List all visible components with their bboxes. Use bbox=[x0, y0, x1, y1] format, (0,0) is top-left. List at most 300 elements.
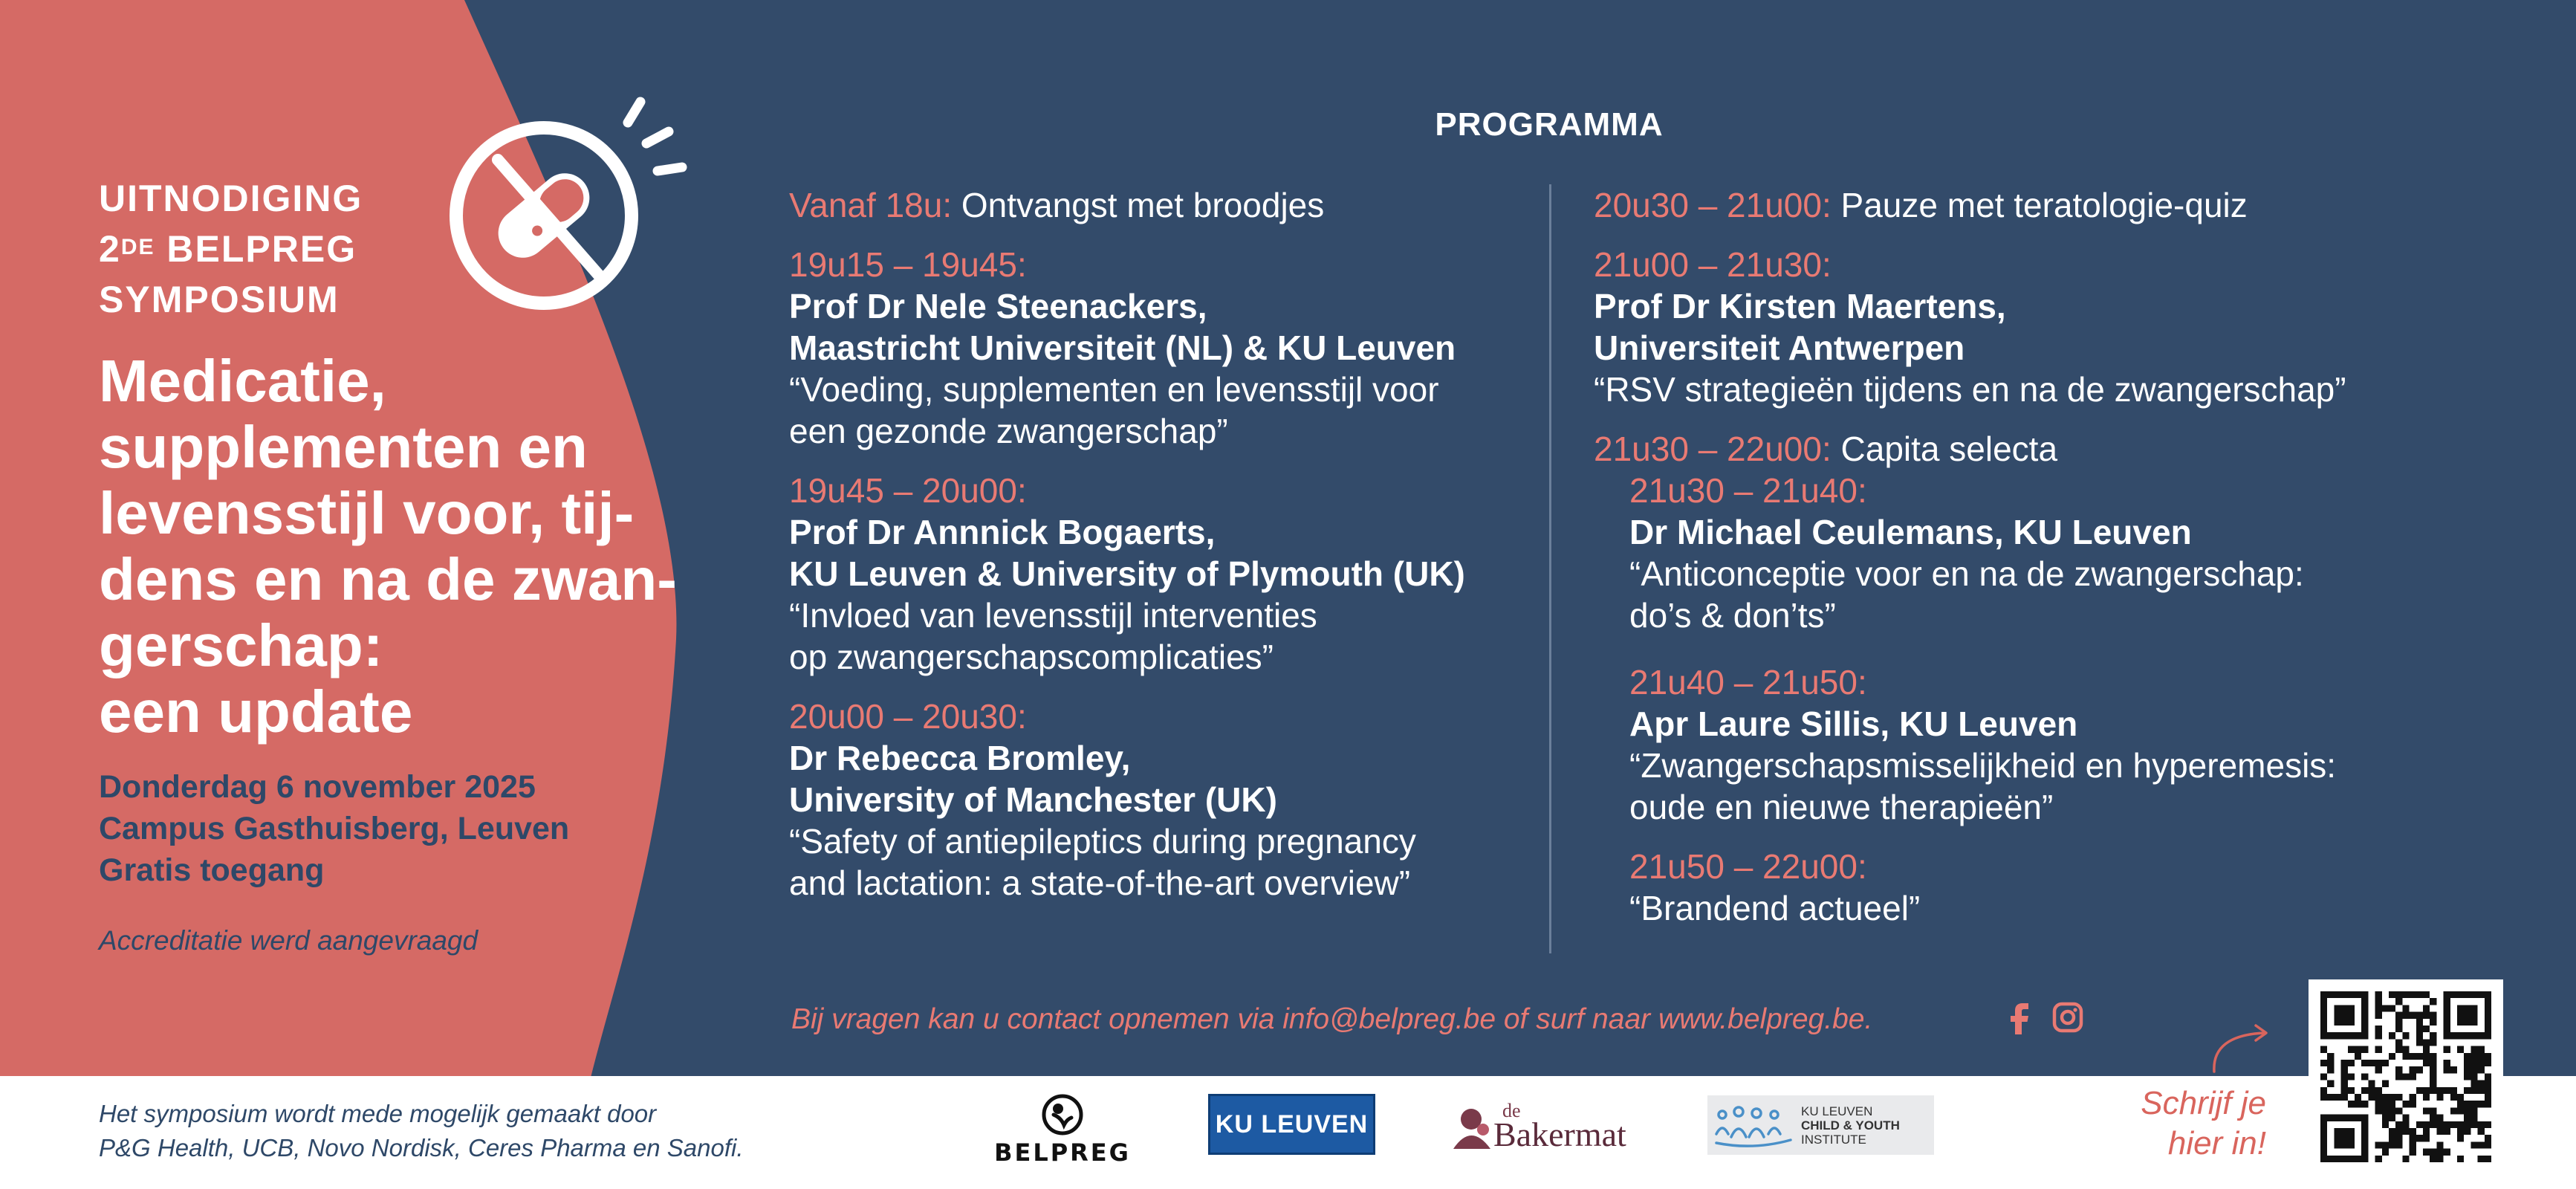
qr-module bbox=[2348, 1019, 2355, 1026]
qr-module bbox=[2470, 1115, 2477, 1121]
qr-module bbox=[2430, 1053, 2436, 1060]
qr-module bbox=[2389, 1005, 2395, 1011]
qr-module bbox=[2341, 1012, 2348, 1019]
qr-module bbox=[2395, 1026, 2402, 1032]
qr-module bbox=[2348, 1005, 2355, 1011]
qr-module bbox=[2320, 1060, 2327, 1066]
qr-module bbox=[2361, 991, 2368, 998]
qr-module bbox=[2430, 1121, 2436, 1128]
qr-module bbox=[2320, 1094, 2327, 1101]
qr-module bbox=[2485, 1141, 2491, 1148]
qr-module bbox=[2395, 1012, 2402, 1019]
qr-module bbox=[2464, 1032, 2470, 1039]
qr-module bbox=[2361, 1026, 2368, 1032]
qr-module bbox=[2341, 1141, 2348, 1148]
qr-module bbox=[2348, 1156, 2355, 1162]
qr-module bbox=[2485, 991, 2491, 998]
qr-module bbox=[2341, 1156, 2348, 1162]
qr-module bbox=[2457, 1128, 2464, 1135]
qr-module bbox=[2485, 1081, 2491, 1087]
bakermat-prefix: de bbox=[1502, 1100, 1521, 1121]
qr-module bbox=[2444, 1087, 2450, 1094]
talk-title: oude en nieuwe therapieën” bbox=[1629, 788, 2054, 826]
qr-module bbox=[2375, 1066, 2382, 1073]
qr-module bbox=[2395, 1107, 2402, 1114]
qr-module bbox=[2430, 1149, 2436, 1156]
qr-module bbox=[2402, 1101, 2409, 1107]
qr-module bbox=[2478, 1032, 2485, 1039]
qr-code-frame[interactable] bbox=[2309, 979, 2503, 1174]
qr-module bbox=[2430, 1019, 2436, 1026]
qr-module bbox=[2478, 1066, 2485, 1073]
qr-module bbox=[2375, 1032, 2382, 1039]
qr-module bbox=[2389, 1141, 2395, 1148]
qr-module bbox=[2444, 1046, 2450, 1053]
qr-module bbox=[2382, 1115, 2389, 1121]
qr-module bbox=[2341, 1019, 2348, 1026]
qr-module bbox=[2485, 1087, 2491, 1094]
qr-module bbox=[2320, 1046, 2327, 1053]
qr-module bbox=[2416, 1053, 2423, 1060]
qr-module bbox=[2416, 1019, 2423, 1026]
program-time: 21u50 – 22u00: bbox=[1629, 847, 1867, 886]
program-item bbox=[1594, 244, 2523, 410]
qr-module bbox=[2368, 1081, 2375, 1087]
qr-module bbox=[2402, 1128, 2409, 1135]
bakermat-logo[interactable] bbox=[1449, 1100, 1649, 1159]
qr-module bbox=[2423, 1094, 2430, 1101]
talk-title: “Anticonceptie voor en na de zwangerschap: bbox=[1629, 554, 2304, 593]
qr-module bbox=[2395, 1019, 2402, 1026]
qr-module bbox=[2464, 1019, 2470, 1026]
qr-module bbox=[2410, 1073, 2416, 1080]
qr-module bbox=[2457, 1156, 2464, 1162]
qr-module bbox=[2341, 1081, 2348, 1087]
qr-module bbox=[2436, 1128, 2443, 1135]
qr-module bbox=[2375, 1156, 2382, 1162]
register-line: hier in! bbox=[2167, 1125, 2266, 1162]
qr-module bbox=[2389, 1101, 2395, 1107]
qr-module bbox=[2355, 1032, 2361, 1039]
bakermat-emblem-icon bbox=[1449, 1103, 1495, 1155]
qr-module bbox=[2470, 1060, 2477, 1066]
qr-module bbox=[2389, 1032, 2395, 1039]
qr-module bbox=[2334, 991, 2340, 998]
qr-module bbox=[2410, 1128, 2416, 1135]
qr-module bbox=[2470, 1121, 2477, 1128]
qr-module bbox=[2464, 1128, 2470, 1135]
register-line: Schrijf je bbox=[2141, 1085, 2266, 1121]
program-subitem bbox=[1629, 470, 2523, 636]
qr-module bbox=[2444, 1032, 2450, 1039]
qr-module bbox=[2470, 1046, 2477, 1053]
speaker-name: Prof Dr Annnick Bogaerts, bbox=[789, 513, 1216, 551]
program-text: Capita selecta bbox=[1840, 430, 2058, 468]
qr-module bbox=[2375, 1094, 2382, 1101]
qr-module bbox=[2327, 1060, 2334, 1066]
qr-module bbox=[2348, 1101, 2355, 1107]
program-time: 19u45 – 20u00: bbox=[789, 471, 1027, 510]
qr-module bbox=[2470, 1087, 2477, 1094]
qr-module bbox=[2470, 1141, 2477, 1148]
cyi-text: KU LEUVEN CHILD & YOUTH INSTITUTE bbox=[1801, 1104, 1900, 1147]
talk-title: een gezonde zwangerschap” bbox=[789, 412, 1228, 450]
qr-module bbox=[2470, 1107, 2477, 1114]
sponsor-note bbox=[99, 1097, 744, 1165]
event-details bbox=[99, 766, 569, 891]
speaker-name: Prof Dr Kirsten Maertens, bbox=[1594, 287, 2006, 325]
qr-module bbox=[2361, 1101, 2368, 1107]
qr-module bbox=[2341, 1115, 2348, 1121]
qr-module bbox=[2444, 1060, 2450, 1066]
qr-module bbox=[2348, 1141, 2355, 1148]
qr-module bbox=[2402, 991, 2409, 998]
qr-module bbox=[2320, 1128, 2327, 1135]
qr-module bbox=[2478, 1087, 2485, 1094]
qr-module bbox=[2402, 1012, 2409, 1019]
qr-module bbox=[2478, 1121, 2485, 1128]
program-time: 21u30 – 21u40: bbox=[1629, 471, 1867, 510]
qr-module bbox=[2423, 1128, 2430, 1135]
qr-module bbox=[2423, 1012, 2430, 1019]
program-item bbox=[1594, 184, 2523, 226]
qr-module bbox=[2375, 991, 2382, 998]
qr-module bbox=[2395, 1073, 2402, 1080]
qr-module bbox=[2368, 1087, 2375, 1094]
qr-module bbox=[2478, 1060, 2485, 1066]
qr-module bbox=[2485, 1094, 2491, 1101]
qr-module bbox=[2450, 1087, 2457, 1094]
qr-module bbox=[2430, 1039, 2436, 1046]
qr-module bbox=[2430, 1073, 2436, 1080]
ku-leuven-logo[interactable] bbox=[1208, 1094, 1375, 1155]
qr-module bbox=[2320, 1005, 2327, 1011]
qr-module bbox=[2457, 1005, 2464, 1011]
qr-module bbox=[2416, 1121, 2423, 1128]
program-item bbox=[789, 184, 1532, 226]
qr-module bbox=[2430, 1081, 2436, 1087]
child-youth-institute-logo[interactable] bbox=[1707, 1095, 1934, 1155]
title-line: Medicatie, bbox=[99, 348, 386, 414]
program-subitem bbox=[1629, 661, 2523, 828]
qr-module bbox=[2348, 1135, 2355, 1141]
invitation-kicker bbox=[99, 173, 363, 325]
qr-module bbox=[2457, 991, 2464, 998]
qr-module bbox=[2320, 1019, 2327, 1026]
speaker-name: Dr Rebecca Bromley, bbox=[789, 739, 1131, 777]
qr-module bbox=[2464, 1012, 2470, 1019]
kicker-line-1: UITNODIGING bbox=[99, 178, 363, 219]
qr-module bbox=[2470, 1005, 2477, 1011]
qr-module bbox=[2485, 1135, 2491, 1141]
qr-module bbox=[2423, 1026, 2430, 1032]
qr-module bbox=[2327, 1094, 2334, 1101]
qr-module bbox=[2355, 1046, 2361, 1053]
qr-module bbox=[2382, 1149, 2389, 1156]
qr-module bbox=[2320, 1135, 2327, 1141]
qr-module bbox=[2382, 1141, 2389, 1148]
program-time: 19u15 – 19u45: bbox=[789, 245, 1027, 284]
column-divider bbox=[1549, 184, 1551, 953]
qr-module bbox=[2450, 1094, 2457, 1101]
qr-module bbox=[2457, 1094, 2464, 1101]
qr-module bbox=[2382, 1060, 2389, 1066]
qr-module bbox=[2485, 1053, 2491, 1060]
qr-module bbox=[2320, 1156, 2327, 1162]
qr-module bbox=[2485, 1121, 2491, 1128]
qr-module bbox=[2478, 1128, 2485, 1135]
qr-module bbox=[2410, 1141, 2416, 1148]
talk-title: “Voeding, supplementen en levensstijl voor bbox=[789, 370, 1439, 409]
qr-module bbox=[2361, 1135, 2368, 1141]
qr-module bbox=[2444, 1066, 2450, 1073]
qr-module bbox=[2334, 1156, 2340, 1162]
qr-module bbox=[2457, 1101, 2464, 1107]
qr-module bbox=[2402, 1053, 2409, 1060]
qr-module bbox=[2320, 1115, 2327, 1121]
qr-module bbox=[2436, 1121, 2443, 1128]
qr-module bbox=[2485, 998, 2491, 1005]
qr-module bbox=[2375, 1107, 2382, 1114]
speaker-affiliation: University of Manchester (UK) bbox=[789, 780, 1277, 819]
qr-module bbox=[2430, 1107, 2436, 1114]
ku-leuven-wordmark: KU LEUVEN bbox=[1215, 1109, 1369, 1138]
qr-module bbox=[2320, 1073, 2327, 1080]
qr-module bbox=[2416, 1135, 2423, 1141]
qr-module bbox=[2485, 1101, 2491, 1107]
qr-module bbox=[2444, 1149, 2450, 1156]
register-callout[interactable] bbox=[2066, 1083, 2266, 1164]
qr-module bbox=[2485, 1005, 2491, 1011]
qr-module bbox=[2430, 1066, 2436, 1073]
qr-module bbox=[2423, 1149, 2430, 1156]
qr-module bbox=[2341, 1032, 2348, 1039]
qr-module bbox=[2368, 1060, 2375, 1066]
qr-module bbox=[2348, 1012, 2355, 1019]
qr-module bbox=[2348, 1115, 2355, 1121]
qr-module bbox=[2464, 1115, 2470, 1121]
qr-module bbox=[2470, 1012, 2477, 1019]
qr-module bbox=[2375, 998, 2382, 1005]
qr-module bbox=[2389, 991, 2395, 998]
program-subitem bbox=[1629, 846, 2523, 929]
talk-title: op zwangerschapscomplicaties” bbox=[789, 638, 1274, 676]
qr-module bbox=[2444, 998, 2450, 1005]
qr-module bbox=[2410, 1101, 2416, 1107]
qr-module bbox=[2341, 1073, 2348, 1080]
qr-module bbox=[2436, 1087, 2443, 1094]
qr-module bbox=[2348, 1128, 2355, 1135]
qr-module bbox=[2389, 1135, 2395, 1141]
qr-module bbox=[2341, 991, 2348, 998]
qr-module bbox=[2478, 1101, 2485, 1107]
qr-module bbox=[2348, 1046, 2355, 1053]
qr-module bbox=[2334, 1005, 2340, 1011]
qr-module bbox=[2341, 1135, 2348, 1141]
qr-module bbox=[2464, 1060, 2470, 1066]
qr-module bbox=[2444, 1128, 2450, 1135]
instagram-icon[interactable] bbox=[2052, 1002, 2083, 1033]
qr-module bbox=[2341, 1087, 2348, 1094]
speaker-name: Apr Laure Sillis, KU Leuven bbox=[1629, 704, 2078, 743]
qr-module bbox=[2348, 1087, 2355, 1094]
qr-module bbox=[2395, 1046, 2402, 1053]
qr-module bbox=[2470, 1073, 2477, 1080]
qr-module bbox=[2389, 1115, 2395, 1121]
qr-module bbox=[2402, 1005, 2409, 1011]
qr-module bbox=[2485, 1026, 2491, 1032]
qr-module bbox=[2334, 1128, 2340, 1135]
qr-module bbox=[2423, 1053, 2430, 1060]
qr-module bbox=[2395, 1135, 2402, 1141]
qr-module bbox=[2423, 1039, 2430, 1046]
qr-module bbox=[2341, 1128, 2348, 1135]
qr-module bbox=[2485, 1012, 2491, 1019]
qr-module bbox=[2450, 1107, 2457, 1114]
qr-module bbox=[2361, 1060, 2368, 1066]
qr-module bbox=[2375, 1141, 2382, 1148]
qr-module bbox=[2444, 991, 2450, 998]
qr-module bbox=[2423, 1060, 2430, 1066]
qr-module bbox=[2327, 1156, 2334, 1162]
qr-module bbox=[2355, 1053, 2361, 1060]
qr-module bbox=[2423, 1087, 2430, 1094]
speaker-affiliation: Maastricht Universiteit (NL) & KU Leuven bbox=[789, 328, 1456, 367]
program-left-column bbox=[789, 184, 1532, 921]
program-time: 20u00 – 20u30: bbox=[789, 697, 1027, 736]
qr-module bbox=[2327, 1115, 2334, 1121]
program-item bbox=[789, 696, 1532, 904]
qr-module bbox=[2375, 1060, 2382, 1066]
qr-module bbox=[2348, 1060, 2355, 1066]
qr-module bbox=[2355, 1156, 2361, 1162]
qr-module bbox=[2416, 1087, 2423, 1094]
qr-module bbox=[2341, 1005, 2348, 1011]
qr-module bbox=[2382, 1081, 2389, 1087]
qr-module bbox=[2320, 998, 2327, 1005]
qr-module bbox=[2410, 1135, 2416, 1141]
qr-module bbox=[2430, 1156, 2436, 1162]
qr-module bbox=[2334, 1019, 2340, 1026]
qr-module bbox=[2485, 1019, 2491, 1026]
qr-module bbox=[2341, 1060, 2348, 1066]
talk-title: and lactation: a state-of-the-art overview” bbox=[789, 864, 1411, 902]
qr-module bbox=[2327, 1053, 2334, 1060]
qr-module bbox=[2395, 1066, 2402, 1073]
talk-title: do’s & don’ts” bbox=[1629, 596, 1836, 635]
qr-module bbox=[2382, 1107, 2389, 1114]
qr-module bbox=[2478, 1081, 2485, 1087]
qr-module bbox=[2327, 991, 2334, 998]
qr-module bbox=[2320, 1141, 2327, 1148]
qr-module bbox=[2444, 1026, 2450, 1032]
qr-module bbox=[2395, 1128, 2402, 1135]
qr-module bbox=[2375, 1046, 2382, 1053]
qr-module bbox=[2470, 1032, 2477, 1039]
qr-module bbox=[2361, 1149, 2368, 1156]
qr-module bbox=[2320, 1026, 2327, 1032]
qr-module bbox=[2430, 1060, 2436, 1066]
qr-module bbox=[2320, 1087, 2327, 1094]
qr-module bbox=[2389, 1107, 2395, 1114]
qr-module bbox=[2464, 1005, 2470, 1011]
qr-module bbox=[2410, 1149, 2416, 1156]
qr-module bbox=[2395, 998, 2402, 1005]
qr-module bbox=[2416, 1026, 2423, 1032]
qr-module bbox=[2361, 1087, 2368, 1094]
qr-module bbox=[2341, 1094, 2348, 1101]
qr-module bbox=[2416, 1039, 2423, 1046]
qr-module bbox=[2375, 1012, 2382, 1019]
qr-module bbox=[2402, 1073, 2409, 1080]
qr-module bbox=[2416, 991, 2423, 998]
qr-module bbox=[2395, 1039, 2402, 1046]
qr-module bbox=[2430, 1032, 2436, 1039]
qr-module bbox=[2423, 1135, 2430, 1141]
qr-module bbox=[2402, 1115, 2409, 1121]
qr-module bbox=[2410, 1012, 2416, 1019]
program-item bbox=[789, 470, 1532, 678]
qr-module bbox=[2430, 1115, 2436, 1121]
qr-module bbox=[2402, 1046, 2409, 1053]
qr-module bbox=[2423, 1107, 2430, 1114]
qr-module bbox=[2348, 1032, 2355, 1039]
qr-module bbox=[2334, 1141, 2340, 1148]
program-time: 20u30 – 21u00: bbox=[1594, 186, 1832, 224]
qr-module bbox=[2450, 1066, 2457, 1073]
qr-module bbox=[2320, 1012, 2327, 1019]
sponsor-line: P&G Health, UCB, Novo Nordisk, Ceres Pharma en Sanofi. bbox=[99, 1134, 744, 1162]
qr-module bbox=[2423, 1121, 2430, 1128]
title-line: levensstijl voor, tij- bbox=[99, 480, 635, 546]
qr-module bbox=[2410, 1066, 2416, 1073]
qr-module bbox=[2402, 1156, 2409, 1162]
qr-module bbox=[2382, 1121, 2389, 1128]
qr-module bbox=[2423, 1005, 2430, 1011]
qr-module bbox=[2436, 1141, 2443, 1148]
facebook-icon[interactable] bbox=[2006, 1000, 2031, 1034]
event-location: Campus Gasthuisberg, Leuven bbox=[99, 811, 570, 846]
qr-module bbox=[2355, 1101, 2361, 1107]
qr-module bbox=[2327, 1081, 2334, 1087]
talk-title: “Zwangerschapsmisselijkheid en hyperemesis: bbox=[1629, 746, 2337, 785]
qr-module bbox=[2436, 1094, 2443, 1101]
bakermat-wordmark: Bakermat bbox=[1493, 1115, 1626, 1153]
kicker-line-2: 2DE BELPREG bbox=[99, 228, 357, 270]
qr-module bbox=[2361, 1032, 2368, 1039]
program-time: 21u40 – 21u50: bbox=[1629, 663, 1867, 702]
qr-code[interactable] bbox=[2320, 991, 2491, 1162]
event-admission: Gratis toegang bbox=[99, 852, 325, 888]
qr-module bbox=[2423, 1046, 2430, 1053]
qr-module bbox=[2361, 1073, 2368, 1080]
qr-module bbox=[2334, 1115, 2340, 1121]
qr-module bbox=[2334, 1094, 2340, 1101]
qr-module bbox=[2436, 1156, 2443, 1162]
qr-module bbox=[2395, 1121, 2402, 1128]
contact-line[interactable]: Bij vragen kan u contact opnemen via info@belpreg.be of surf naar www.belpreg.be. bbox=[791, 1003, 1873, 1035]
qr-module bbox=[2410, 991, 2416, 998]
qr-module bbox=[2478, 1141, 2485, 1148]
qr-module bbox=[2470, 991, 2477, 998]
qr-module bbox=[2416, 1032, 2423, 1039]
belpreg-logo[interactable] bbox=[992, 1092, 1133, 1167]
qr-module bbox=[2436, 1149, 2443, 1156]
program-time: 21u30 – 22u00: bbox=[1594, 430, 1832, 468]
qr-module bbox=[2478, 991, 2485, 998]
qr-module bbox=[2478, 1046, 2485, 1053]
qr-module bbox=[2430, 998, 2436, 1005]
